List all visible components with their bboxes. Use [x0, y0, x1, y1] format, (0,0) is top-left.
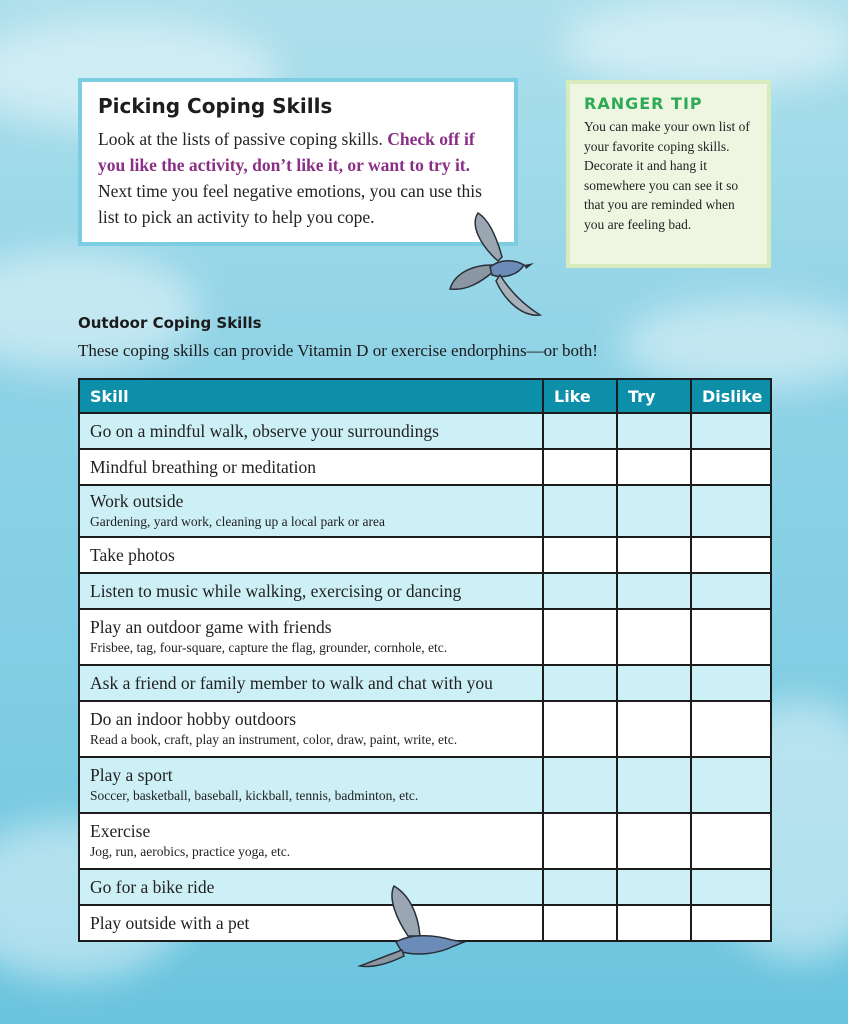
- dislike-checkbox[interactable]: [691, 869, 771, 905]
- like-checkbox[interactable]: [543, 701, 617, 757]
- skill-name: Go on a mindful walk, observe your surroundings: [90, 421, 439, 441]
- skill-name: Mindful breathing or meditation: [90, 457, 316, 477]
- coping-skills-table: [78, 378, 772, 942]
- ranger-tip-text: You can make your own list of your favorite coping skills. Decorate it and hang it somewhere you can see it so that you are reminded when you are feeling bad.: [584, 119, 750, 232]
- skill-name: Work outside: [90, 491, 184, 511]
- dislike-checkbox[interactable]: [691, 609, 771, 665]
- cloud-decoration: [620, 300, 848, 390]
- table-row: [79, 413, 771, 449]
- skill-cell: [79, 449, 543, 485]
- try-checkbox[interactable]: [617, 905, 691, 941]
- skill-detail: Read a book, craft, play an instrument, color, draw, paint, write, etc.: [90, 732, 458, 747]
- skill-detail: Gardening, yard work, cleaning up a local park or area: [90, 514, 385, 529]
- table-row: [79, 609, 771, 665]
- skill-name: Listen to music while walking, exercising or dancing: [90, 581, 462, 601]
- table-row: [79, 573, 771, 609]
- skill-cell: [79, 573, 543, 609]
- like-checkbox[interactable]: [543, 609, 617, 665]
- like-checkbox[interactable]: [543, 449, 617, 485]
- skill-cell: [79, 665, 543, 701]
- table-row: [79, 701, 771, 757]
- intro-text: [98, 126, 498, 230]
- dislike-checkbox[interactable]: [691, 757, 771, 813]
- like-checkbox[interactable]: [543, 813, 617, 869]
- bird-illustration: [440, 205, 550, 325]
- like-checkbox[interactable]: [543, 537, 617, 573]
- try-checkbox[interactable]: [617, 537, 691, 573]
- like-checkbox[interactable]: [543, 665, 617, 701]
- try-checkbox[interactable]: [617, 869, 691, 905]
- like-checkbox[interactable]: [543, 413, 617, 449]
- skill-cell: [79, 537, 543, 573]
- skill-name: Take photos: [90, 545, 175, 565]
- skill-name: Ask a friend or family member to walk and chat with you: [90, 673, 493, 693]
- table-row: [79, 449, 771, 485]
- dislike-checkbox[interactable]: [691, 413, 771, 449]
- skill-cell: [79, 701, 543, 757]
- like-checkbox[interactable]: [543, 905, 617, 941]
- table-row: [79, 485, 771, 537]
- like-checkbox[interactable]: [543, 573, 617, 609]
- skill-name: Play an outdoor game with friends: [90, 617, 332, 637]
- header-try: Try: [617, 379, 691, 413]
- ranger-tip-title: RANGER TIP: [584, 94, 703, 113]
- try-checkbox[interactable]: [617, 609, 691, 665]
- dislike-checkbox[interactable]: [691, 665, 771, 701]
- skill-name: Exercise: [90, 821, 151, 841]
- skill-detail: Jog, run, aerobics, practice yoga, etc.: [90, 844, 291, 859]
- table-row: [79, 665, 771, 701]
- table-row: [79, 813, 771, 869]
- header-skill: Skill: [79, 379, 543, 413]
- skill-cell: [79, 813, 543, 869]
- bird-illustration: [356, 882, 472, 974]
- section-subheading: These coping skills can provide Vitamin D or exercise endorphins—or both!: [78, 341, 598, 360]
- header-like: Like: [543, 379, 617, 413]
- section-heading: Outdoor Coping Skills: [78, 314, 262, 332]
- like-checkbox[interactable]: [543, 757, 617, 813]
- try-checkbox[interactable]: [617, 413, 691, 449]
- skill-name: Play outside with a pet: [90, 913, 250, 933]
- intro-text-end: Next time you feel negative emotions, you can use this list to pick an activity to help you cope.: [98, 181, 482, 227]
- skill-cell: [79, 609, 543, 665]
- try-checkbox[interactable]: [617, 449, 691, 485]
- header-dislike: Dislike: [691, 379, 771, 413]
- try-checkbox[interactable]: [617, 757, 691, 813]
- dislike-checkbox[interactable]: [691, 485, 771, 537]
- skill-name: Do an indoor hobby outdoors: [90, 709, 297, 729]
- skill-name: Go for a bike ride: [90, 877, 215, 897]
- like-checkbox[interactable]: [543, 869, 617, 905]
- cloud-decoration: [560, 0, 848, 90]
- dislike-checkbox[interactable]: [691, 537, 771, 573]
- dislike-checkbox[interactable]: [691, 905, 771, 941]
- try-checkbox[interactable]: [617, 813, 691, 869]
- table-header-row: [79, 379, 771, 413]
- skill-detail: Soccer, basketball, baseball, kickball, tennis, badminton, etc.: [90, 788, 419, 803]
- try-checkbox[interactable]: [617, 665, 691, 701]
- like-checkbox[interactable]: [543, 485, 617, 537]
- skill-cell: [79, 485, 543, 537]
- page-title: Picking Coping Skills: [98, 94, 333, 118]
- skill-cell: [79, 905, 543, 941]
- skill-cell: [79, 413, 543, 449]
- skill-cell: [79, 869, 543, 905]
- try-checkbox[interactable]: [617, 573, 691, 609]
- dislike-checkbox[interactable]: [691, 701, 771, 757]
- intro-highlight: Check off if you like the activity, don’t like it, or want to try it.: [98, 129, 475, 175]
- table-row: [79, 537, 771, 573]
- skill-cell: [79, 757, 543, 813]
- dislike-checkbox[interactable]: [691, 813, 771, 869]
- try-checkbox[interactable]: [617, 701, 691, 757]
- dislike-checkbox[interactable]: [691, 449, 771, 485]
- skill-name: Play a sport: [90, 765, 173, 785]
- dislike-checkbox[interactable]: [691, 573, 771, 609]
- skill-detail: Frisbee, tag, four-square, capture the flag, grounder, cornhole, etc.: [90, 640, 448, 655]
- try-checkbox[interactable]: [617, 485, 691, 537]
- ranger-tip-box: [566, 80, 771, 268]
- intro-text-start: Look at the lists of passive coping skills.: [98, 129, 388, 149]
- table-row: [79, 757, 771, 813]
